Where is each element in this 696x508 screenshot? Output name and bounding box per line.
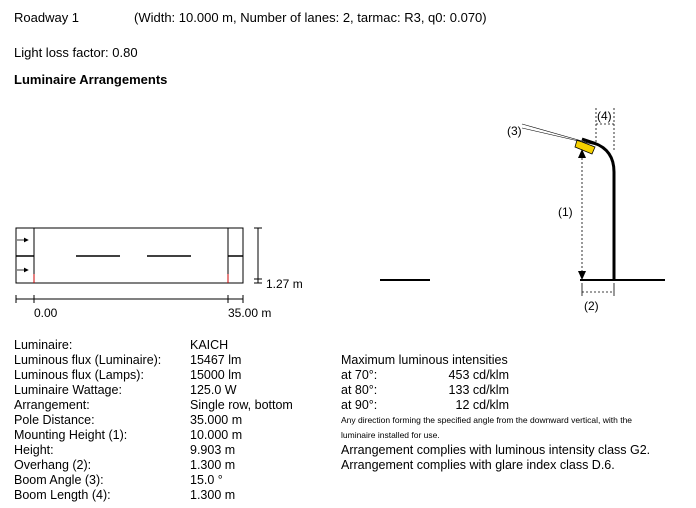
intensities-title: Maximum luminous intensities xyxy=(341,353,508,367)
compliance-intensity: Arrangement complies with luminous intensity class G2. xyxy=(341,443,651,457)
table-row: Height: 9.903 m xyxy=(14,443,236,457)
intensity-note-line2: luminaire installed for use. xyxy=(341,430,440,440)
table-row: Luminaire Wattage: 125.0 W xyxy=(14,383,237,397)
luminaire-table xyxy=(14,338,314,503)
intensity-row: at 70°: 453 cd/klm xyxy=(341,368,509,382)
offset-dimension xyxy=(254,228,262,283)
table-row: Luminous flux (Luminaire): 15467 lm xyxy=(14,353,242,367)
table-row: Mounting Height (1): 10.000 m xyxy=(14,428,243,442)
table-row: Overhang (2): 1.300 m xyxy=(14,458,236,472)
table-row: Luminous flux (Lamps): 15000 lm xyxy=(14,368,242,382)
label-boom-length: (4) xyxy=(597,109,612,123)
road-plan xyxy=(16,228,243,283)
roadway-info: (Width: 10.000 m, Number of lanes: 2, tarmac: R3, q0: 0.070) xyxy=(134,10,487,25)
intensities-block xyxy=(341,353,681,473)
intensity-note-line1: Any direction forming the specified angle from the downward vertical, with the xyxy=(341,415,633,425)
label-overhang: (2) xyxy=(584,299,599,313)
table-row: Arrangement: Single row, bottom xyxy=(14,398,293,412)
table-row: Boom Length (4): 1.300 m xyxy=(14,488,236,502)
intensity-row: at 90°: 12 cd/klm xyxy=(341,398,509,412)
table-row: Pole Distance: 35.000 m xyxy=(14,413,243,427)
elevation-view xyxy=(380,108,665,296)
table-row: Luminaire: KAICH xyxy=(14,338,229,352)
intensity-row: at 80°: 133 cd/klm xyxy=(341,383,509,397)
offset-label: 1.27 m xyxy=(266,277,303,291)
roadway-name: Roadway 1 xyxy=(14,10,80,25)
length-dimension xyxy=(16,295,243,303)
label-height: (1) xyxy=(558,205,573,219)
start-label: 0.00 xyxy=(34,306,58,320)
table-row: Boom Angle (3): 15.0 ° xyxy=(14,473,223,487)
label-boom-angle: (3) xyxy=(507,124,522,138)
section-title: Luminaire Arrangements xyxy=(14,72,168,87)
light-loss-factor: Light loss factor: 0.80 xyxy=(14,45,138,60)
compliance-glare: Arrangement complies with glare index class D.6. xyxy=(341,458,615,472)
end-label: 35.00 m xyxy=(228,306,272,320)
